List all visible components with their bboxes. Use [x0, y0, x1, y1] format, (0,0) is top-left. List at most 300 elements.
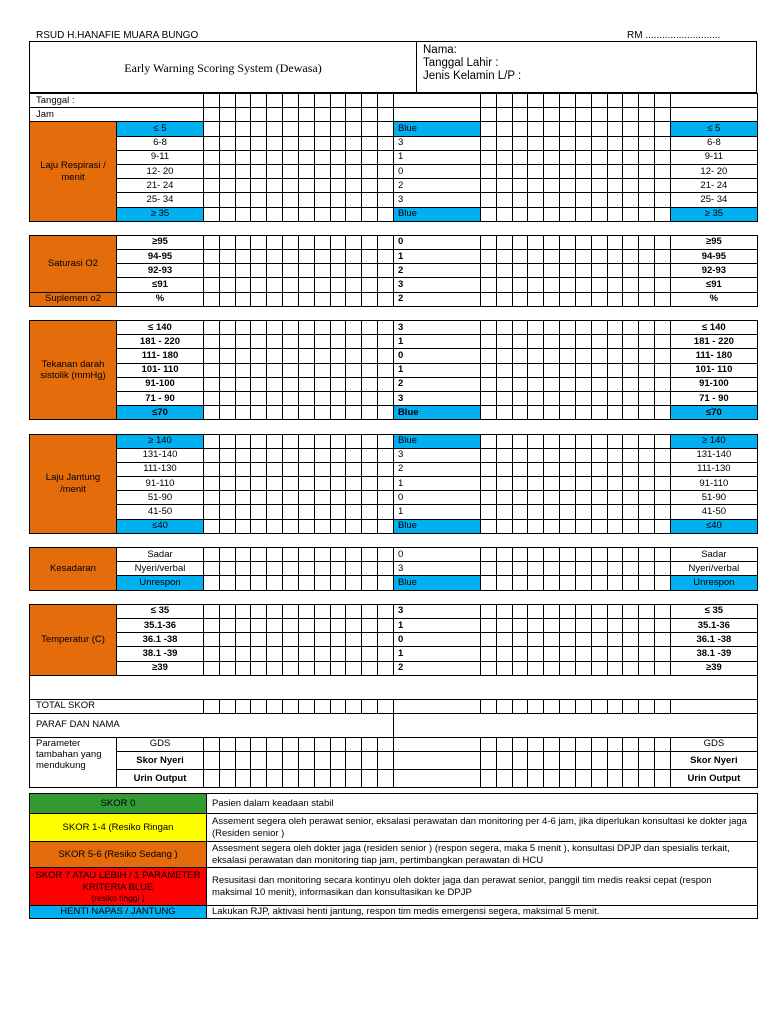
entry-cell[interactable] — [512, 321, 528, 335]
entry-cell[interactable] — [655, 363, 671, 377]
entry-cell[interactable] — [283, 136, 299, 150]
entry-cell[interactable] — [378, 94, 394, 108]
entry-cell[interactable] — [362, 491, 378, 505]
entry-cell[interactable] — [575, 193, 591, 207]
entry-cell[interactable] — [204, 349, 220, 363]
entry-cell[interactable] — [251, 661, 267, 675]
entry-cell[interactable] — [362, 235, 378, 249]
entry-cell[interactable] — [314, 770, 330, 788]
entry-cell[interactable] — [346, 770, 362, 788]
entry-cell[interactable] — [283, 448, 299, 462]
entry-cell[interactable] — [496, 633, 512, 647]
entry-cell[interactable] — [575, 448, 591, 462]
entry-cell[interactable] — [496, 349, 512, 363]
entry-cell[interactable] — [204, 164, 220, 178]
entry-cell[interactable] — [298, 363, 314, 377]
entry-cell[interactable] — [528, 618, 544, 632]
entry-cell[interactable] — [655, 661, 671, 675]
entry-cell[interactable] — [607, 193, 623, 207]
entry-cell[interactable] — [378, 391, 394, 405]
entry-cell[interactable] — [204, 150, 220, 164]
entry-cell[interactable] — [655, 519, 671, 533]
entry-cell[interactable] — [219, 278, 235, 292]
entry-cell[interactable] — [283, 321, 299, 335]
entry-cell[interactable] — [623, 477, 639, 491]
entry-cell[interactable] — [575, 391, 591, 405]
entry-cell[interactable] — [639, 434, 655, 448]
entry-cell[interactable] — [251, 335, 267, 349]
entry-cell[interactable] — [480, 264, 496, 278]
entry-cell[interactable] — [639, 94, 655, 108]
entry-cell[interactable] — [330, 377, 346, 391]
entry-cell[interactable] — [204, 548, 220, 562]
entry-cell[interactable] — [298, 647, 314, 661]
entry-cell[interactable] — [623, 377, 639, 391]
entry-cell[interactable] — [560, 108, 576, 122]
entry-cell[interactable] — [575, 164, 591, 178]
entry-cell[interactable] — [544, 321, 560, 335]
entry-cell[interactable] — [283, 548, 299, 562]
entry-cell[interactable] — [607, 562, 623, 576]
entry-cell[interactable] — [639, 335, 655, 349]
entry-cell[interactable] — [560, 207, 576, 221]
entry-cell[interactable] — [655, 737, 671, 751]
entry-cell[interactable] — [575, 136, 591, 150]
entry-cell[interactable] — [607, 94, 623, 108]
entry-cell[interactable] — [512, 235, 528, 249]
entry-cell[interactable] — [512, 179, 528, 193]
entry-cell[interactable] — [607, 576, 623, 590]
entry-cell[interactable] — [512, 278, 528, 292]
entry-cell[interactable] — [267, 618, 283, 632]
entry-cell[interactable] — [591, 699, 607, 713]
entry-cell[interactable] — [378, 150, 394, 164]
entry-cell[interactable] — [219, 770, 235, 788]
entry-cell[interactable] — [544, 647, 560, 661]
entry-cell[interactable] — [298, 699, 314, 713]
entry-cell[interactable] — [330, 321, 346, 335]
entry-cell[interactable] — [639, 576, 655, 590]
entry-cell[interactable] — [362, 292, 378, 306]
entry-cell[interactable] — [639, 122, 655, 136]
entry-cell[interactable] — [378, 122, 394, 136]
entry-cell[interactable] — [607, 150, 623, 164]
entry-cell[interactable] — [575, 618, 591, 632]
entry-cell[interactable] — [655, 122, 671, 136]
entry-cell[interactable] — [235, 179, 251, 193]
entry-cell[interactable] — [575, 699, 591, 713]
entry-cell[interactable] — [480, 235, 496, 249]
entry-cell[interactable] — [575, 363, 591, 377]
entry-cell[interactable] — [330, 193, 346, 207]
entry-cell[interactable] — [378, 477, 394, 491]
entry-cell[interactable] — [204, 235, 220, 249]
entry-cell[interactable] — [496, 207, 512, 221]
entry-cell[interactable] — [480, 434, 496, 448]
entry-cell[interactable] — [346, 207, 362, 221]
entry-cell[interactable] — [298, 604, 314, 618]
entry-cell[interactable] — [544, 108, 560, 122]
entry-cell[interactable] — [496, 647, 512, 661]
entry-cell[interactable] — [512, 150, 528, 164]
entry-cell[interactable] — [330, 770, 346, 788]
entry-cell[interactable] — [298, 94, 314, 108]
entry-cell[interactable] — [528, 292, 544, 306]
entry-cell[interactable] — [298, 737, 314, 751]
entry-cell[interactable] — [480, 278, 496, 292]
entry-cell[interactable] — [219, 292, 235, 306]
entry-cell[interactable] — [591, 548, 607, 562]
entry-cell[interactable] — [655, 150, 671, 164]
entry-cell[interactable] — [346, 164, 362, 178]
entry-cell[interactable] — [235, 618, 251, 632]
entry-cell[interactable] — [251, 136, 267, 150]
entry-cell[interactable] — [362, 406, 378, 420]
entry-cell[interactable] — [544, 737, 560, 751]
entry-cell[interactable] — [219, 164, 235, 178]
entry-cell[interactable] — [283, 647, 299, 661]
entry-cell[interactable] — [314, 264, 330, 278]
entry-cell[interactable] — [204, 179, 220, 193]
entry-cell[interactable] — [512, 633, 528, 647]
entry-cell[interactable] — [219, 604, 235, 618]
entry-cell[interactable] — [251, 448, 267, 462]
entry-cell[interactable] — [607, 462, 623, 476]
entry-cell[interactable] — [314, 349, 330, 363]
entry-cell[interactable] — [639, 562, 655, 576]
entry-cell[interactable] — [267, 164, 283, 178]
entry-cell[interactable] — [283, 377, 299, 391]
entry-cell[interactable] — [560, 406, 576, 420]
entry-cell[interactable] — [560, 335, 576, 349]
entry-cell[interactable] — [235, 448, 251, 462]
entry-cell[interactable] — [346, 477, 362, 491]
entry-cell[interactable] — [639, 519, 655, 533]
entry-cell[interactable] — [639, 164, 655, 178]
entry-cell[interactable] — [560, 647, 576, 661]
entry-cell[interactable] — [314, 604, 330, 618]
entry-cell[interactable] — [480, 94, 496, 108]
entry-cell[interactable] — [512, 519, 528, 533]
entry-cell[interactable] — [251, 193, 267, 207]
entry-cell[interactable] — [204, 752, 220, 770]
entry-cell[interactable] — [283, 179, 299, 193]
entry-cell[interactable] — [314, 250, 330, 264]
entry-cell[interactable] — [607, 737, 623, 751]
entry-cell[interactable] — [298, 108, 314, 122]
entry-cell[interactable] — [393, 108, 480, 122]
entry-cell[interactable] — [591, 391, 607, 405]
entry-cell[interactable] — [330, 207, 346, 221]
entry-cell[interactable] — [283, 661, 299, 675]
entry-cell[interactable] — [314, 278, 330, 292]
entry-cell[interactable] — [512, 434, 528, 448]
entry-cell[interactable] — [496, 292, 512, 306]
entry-cell[interactable] — [544, 576, 560, 590]
entry-cell[interactable] — [607, 278, 623, 292]
entry-cell[interactable] — [251, 179, 267, 193]
entry-cell[interactable] — [283, 434, 299, 448]
entry-cell[interactable] — [251, 292, 267, 306]
entry-cell[interactable] — [639, 292, 655, 306]
entry-cell[interactable] — [496, 462, 512, 476]
entry-cell[interactable] — [560, 661, 576, 675]
entry-cell[interactable] — [496, 264, 512, 278]
entry-cell[interactable] — [251, 618, 267, 632]
entry-cell[interactable] — [219, 661, 235, 675]
entry-cell[interactable] — [544, 406, 560, 420]
entry-cell[interactable] — [346, 699, 362, 713]
entry-cell[interactable] — [655, 264, 671, 278]
entry-cell[interactable] — [314, 752, 330, 770]
entry-cell[interactable] — [251, 491, 267, 505]
entry-cell[interactable] — [219, 647, 235, 661]
entry-cell[interactable] — [480, 661, 496, 675]
entry-cell[interactable] — [655, 699, 671, 713]
entry-cell[interactable] — [362, 462, 378, 476]
entry-cell[interactable] — [623, 434, 639, 448]
entry-cell[interactable] — [591, 406, 607, 420]
entry-cell[interactable] — [219, 122, 235, 136]
entry-cell[interactable] — [607, 548, 623, 562]
entry-cell[interactable] — [655, 164, 671, 178]
entry-cell[interactable] — [639, 150, 655, 164]
entry-cell[interactable] — [267, 335, 283, 349]
entry-cell[interactable] — [346, 122, 362, 136]
entry-cell[interactable] — [639, 618, 655, 632]
entry-cell[interactable] — [283, 235, 299, 249]
entry-cell[interactable] — [378, 462, 394, 476]
entry-cell[interactable] — [639, 462, 655, 476]
entry-cell[interactable] — [623, 661, 639, 675]
entry-cell[interactable] — [362, 108, 378, 122]
entry-cell[interactable] — [204, 604, 220, 618]
entry-cell[interactable] — [655, 505, 671, 519]
entry-cell[interactable] — [639, 179, 655, 193]
entry-cell[interactable] — [639, 633, 655, 647]
entry-cell[interactable] — [251, 737, 267, 751]
entry-cell[interactable] — [204, 770, 220, 788]
entry-cell[interactable] — [639, 699, 655, 713]
entry-cell[interactable] — [528, 193, 544, 207]
entry-cell[interactable] — [267, 349, 283, 363]
entry-cell[interactable] — [560, 448, 576, 462]
entry-cell[interactable] — [670, 94, 757, 108]
entry-cell[interactable] — [267, 477, 283, 491]
entry-cell[interactable] — [496, 406, 512, 420]
entry-cell[interactable] — [607, 770, 623, 788]
entry-cell[interactable] — [362, 250, 378, 264]
entry-cell[interactable] — [544, 434, 560, 448]
entry-cell[interactable] — [623, 391, 639, 405]
entry-cell[interactable] — [378, 207, 394, 221]
entry-cell[interactable] — [378, 661, 394, 675]
entry-cell[interactable] — [267, 562, 283, 576]
entry-cell[interactable] — [219, 633, 235, 647]
entry-cell[interactable] — [623, 519, 639, 533]
entry-cell[interactable] — [591, 576, 607, 590]
entry-cell[interactable] — [314, 737, 330, 751]
entry-cell[interactable] — [204, 292, 220, 306]
entry-cell[interactable] — [480, 770, 496, 788]
entry-cell[interactable] — [591, 618, 607, 632]
entry-cell[interactable] — [655, 136, 671, 150]
entry-cell[interactable] — [283, 618, 299, 632]
entry-cell[interactable] — [575, 179, 591, 193]
entry-cell[interactable] — [283, 292, 299, 306]
entry-cell[interactable] — [235, 321, 251, 335]
entry-cell[interactable] — [639, 770, 655, 788]
entry-cell[interactable] — [528, 264, 544, 278]
entry-cell[interactable] — [251, 264, 267, 278]
entry-cell[interactable] — [204, 633, 220, 647]
entry-cell[interactable] — [528, 94, 544, 108]
entry-cell[interactable] — [512, 562, 528, 576]
entry-cell[interactable] — [639, 752, 655, 770]
entry-cell[interactable] — [607, 391, 623, 405]
entry-cell[interactable] — [298, 136, 314, 150]
entry-cell[interactable] — [219, 335, 235, 349]
entry-cell[interactable] — [298, 576, 314, 590]
entry-cell[interactable] — [639, 264, 655, 278]
entry-cell[interactable] — [480, 179, 496, 193]
entry-cell[interactable] — [283, 108, 299, 122]
entry-cell[interactable] — [480, 462, 496, 476]
entry-cell[interactable] — [591, 264, 607, 278]
entry-cell[interactable] — [314, 108, 330, 122]
entry-cell[interactable] — [314, 519, 330, 533]
entry-cell[interactable] — [267, 122, 283, 136]
entry-cell[interactable] — [346, 391, 362, 405]
entry-cell[interactable] — [362, 505, 378, 519]
entry-cell[interactable] — [346, 752, 362, 770]
entry-cell[interactable] — [670, 699, 757, 713]
entry-cell[interactable] — [480, 737, 496, 751]
entry-cell[interactable] — [496, 618, 512, 632]
entry-cell[interactable] — [480, 391, 496, 405]
entry-cell[interactable] — [283, 699, 299, 713]
entry-cell[interactable] — [544, 699, 560, 713]
entry-cell[interactable] — [480, 335, 496, 349]
entry-cell[interactable] — [655, 235, 671, 249]
entry-cell[interactable] — [496, 321, 512, 335]
entry-cell[interactable] — [378, 752, 394, 770]
entry-cell[interactable] — [346, 292, 362, 306]
entry-cell[interactable] — [314, 699, 330, 713]
entry-cell[interactable] — [591, 562, 607, 576]
entry-cell[interactable] — [607, 292, 623, 306]
entry-cell[interactable] — [330, 391, 346, 405]
entry-cell[interactable] — [528, 321, 544, 335]
entry-cell[interactable] — [298, 752, 314, 770]
entry-cell[interactable] — [378, 264, 394, 278]
entry-cell[interactable] — [314, 179, 330, 193]
patient-gender-field[interactable]: Jenis Kelamin L/P : — [423, 70, 522, 82]
entry-cell[interactable] — [362, 278, 378, 292]
entry-cell[interactable] — [655, 94, 671, 108]
entry-cell[interactable] — [512, 292, 528, 306]
entry-cell[interactable] — [512, 377, 528, 391]
entry-cell[interactable] — [267, 250, 283, 264]
entry-cell[interactable] — [346, 321, 362, 335]
entry-cell[interactable] — [362, 576, 378, 590]
entry-cell[interactable] — [496, 164, 512, 178]
entry-cell[interactable] — [655, 108, 671, 122]
entry-cell[interactable] — [204, 377, 220, 391]
entry-cell[interactable] — [544, 661, 560, 675]
entry-cell[interactable] — [560, 278, 576, 292]
entry-cell[interactable] — [544, 264, 560, 278]
entry-cell[interactable] — [544, 150, 560, 164]
entry-cell[interactable] — [346, 633, 362, 647]
entry-cell[interactable] — [267, 699, 283, 713]
entry-cell[interactable] — [378, 321, 394, 335]
entry-cell[interactable] — [314, 406, 330, 420]
entry-cell[interactable] — [283, 633, 299, 647]
entry-cell[interactable] — [235, 477, 251, 491]
entry-cell[interactable] — [283, 193, 299, 207]
entry-cell[interactable] — [314, 647, 330, 661]
entry-cell[interactable] — [544, 278, 560, 292]
entry-cell[interactable] — [378, 377, 394, 391]
entry-cell[interactable] — [655, 278, 671, 292]
entry-cell[interactable] — [283, 462, 299, 476]
entry-cell[interactable] — [330, 108, 346, 122]
entry-cell[interactable] — [528, 505, 544, 519]
entry-cell[interactable] — [528, 752, 544, 770]
entry-cell[interactable] — [330, 519, 346, 533]
entry-cell[interactable] — [528, 406, 544, 420]
entry-cell[interactable] — [267, 94, 283, 108]
entry-cell[interactable] — [330, 264, 346, 278]
entry-cell[interactable] — [283, 349, 299, 363]
entry-cell[interactable] — [575, 505, 591, 519]
entry-cell[interactable] — [378, 108, 394, 122]
entry-cell[interactable] — [528, 391, 544, 405]
entry-cell[interactable] — [362, 562, 378, 576]
entry-cell[interactable] — [362, 633, 378, 647]
entry-cell[interactable] — [267, 633, 283, 647]
entry-cell[interactable] — [219, 94, 235, 108]
entry-cell[interactable] — [362, 448, 378, 462]
entry-cell[interactable] — [496, 604, 512, 618]
entry-cell[interactable] — [560, 377, 576, 391]
entry-cell[interactable] — [591, 462, 607, 476]
entry-cell[interactable] — [362, 207, 378, 221]
entry-cell[interactable] — [251, 94, 267, 108]
entry-cell[interactable] — [512, 576, 528, 590]
entry-cell[interactable] — [591, 505, 607, 519]
entry-cell[interactable] — [330, 752, 346, 770]
entry-cell[interactable] — [330, 618, 346, 632]
entry-cell[interactable] — [496, 377, 512, 391]
entry-cell[interactable] — [575, 250, 591, 264]
entry-cell[interactable] — [560, 633, 576, 647]
entry-cell[interactable] — [346, 548, 362, 562]
entry-cell[interactable] — [544, 448, 560, 462]
entry-cell[interactable] — [346, 250, 362, 264]
entry-cell[interactable] — [378, 406, 394, 420]
entry-cell[interactable] — [496, 562, 512, 576]
entry-cell[interactable] — [591, 770, 607, 788]
entry-cell[interactable] — [528, 576, 544, 590]
entry-cell[interactable] — [362, 647, 378, 661]
entry-cell[interactable] — [544, 604, 560, 618]
entry-cell[interactable] — [204, 618, 220, 632]
entry-cell[interactable] — [251, 519, 267, 533]
entry-cell[interactable] — [204, 737, 220, 751]
entry-cell[interactable] — [298, 264, 314, 278]
